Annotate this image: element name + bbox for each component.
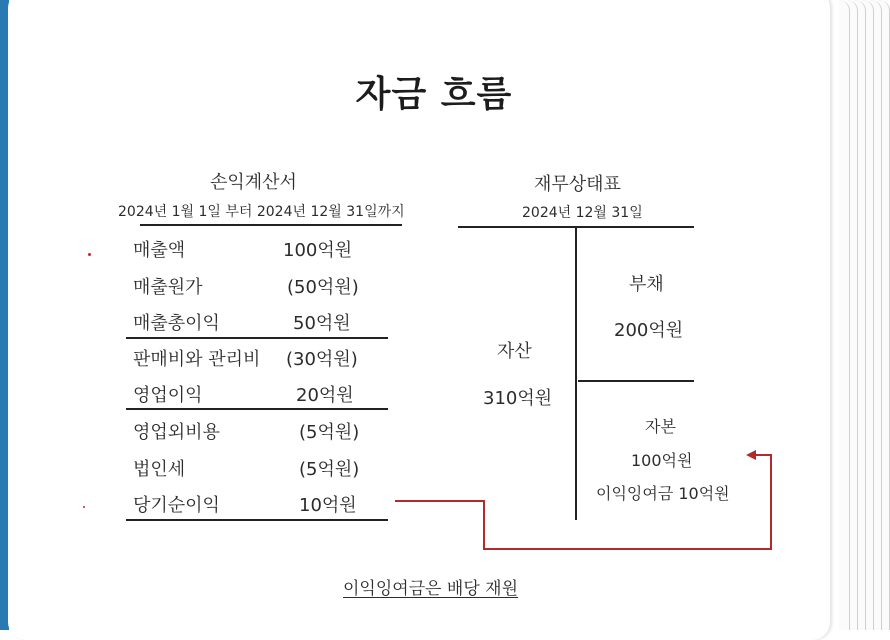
row-label-cogs: 매출원가 <box>133 277 203 298</box>
balance-sheet-date: 2024년 12월 31일 <box>522 205 643 221</box>
income-statement-period: 2024년 1월 1일 부터 2024년 12월 31일까지 <box>118 204 405 220</box>
row-value-gross-profit: 50억원 <box>293 313 351 334</box>
row-value-sales: 100억원 <box>283 240 353 261</box>
row-label-net-income: 당기순이익 <box>133 495 220 516</box>
row-value-non-operating-expense: (5억원) <box>299 422 360 443</box>
income-bottom-rule <box>126 519 388 521</box>
row-label-sga: 판매비와 관리비 <box>133 349 261 370</box>
income-rule-2 <box>126 337 388 339</box>
row-value-net-income: 10억원 <box>299 495 357 516</box>
row-label-non-operating-expense: 영업외비용 <box>133 422 220 443</box>
assets-value: 310억원 <box>483 388 553 409</box>
liabilities-value: 200억원 <box>614 320 684 341</box>
income-top-rule <box>140 224 402 226</box>
balance-sheet-heading: 재무상태표 <box>534 174 621 195</box>
page-title: 자금 흐름 <box>355 74 513 115</box>
row-label-corporate-tax: 법인세 <box>133 459 186 480</box>
row-value-cogs: (50억원) <box>287 277 359 298</box>
liabilities-equity-rule <box>578 380 694 382</box>
liabilities-label: 부채 <box>629 274 664 295</box>
red-mark <box>88 253 91 256</box>
red-mark <box>83 506 85 508</box>
income-statement-heading: 손익계산서 <box>210 172 297 193</box>
retained-earnings: 이익잉여금 10억원 <box>596 484 730 503</box>
assets-label: 자산 <box>497 341 532 362</box>
balance-divider <box>575 226 577 520</box>
footer-note: 이익잉여금은 배당 재원 <box>343 579 519 599</box>
row-value-sga: (30억원) <box>286 349 358 370</box>
row-label-gross-profit: 매출총이익 <box>133 313 220 334</box>
equity-label: 자본 <box>645 417 676 436</box>
equity-value: 100억원 <box>631 451 693 470</box>
row-label-operating-income: 영업이익 <box>133 385 203 406</box>
income-rule-3 <box>126 408 388 410</box>
row-label-sales: 매출액 <box>133 240 186 261</box>
row-value-corporate-tax: (5억원) <box>299 459 360 480</box>
row-value-operating-income: 20억원 <box>296 385 354 406</box>
